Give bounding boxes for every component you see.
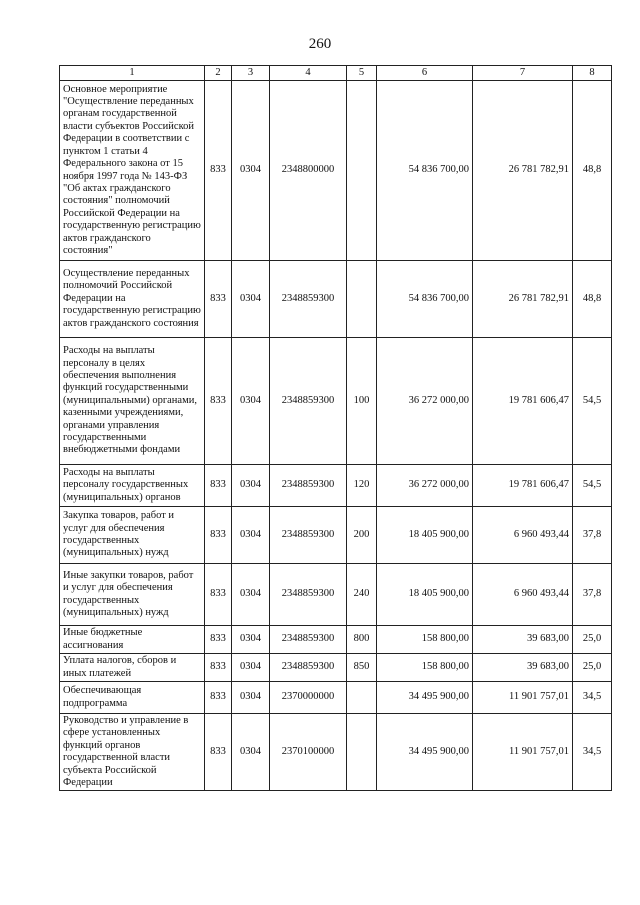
table-row: [60, 626, 612, 654]
plan-amount: 54 836 700,00: [377, 81, 473, 261]
target-code: 2370000000: [270, 682, 347, 714]
plan-amount: 34 495 900,00: [377, 714, 473, 791]
admin-code: 833: [205, 682, 232, 714]
actual-amount: 19 781 606,47: [473, 465, 573, 507]
plan-amount: 34 495 900,00: [377, 682, 473, 714]
admin-code: 833: [205, 507, 232, 564]
execution-percent: 34,5: [573, 714, 612, 791]
admin-code: 833: [205, 465, 232, 507]
actual-amount: 39 683,00: [473, 654, 573, 682]
section-code: 0304: [232, 261, 270, 338]
expense-type-code: 850: [347, 654, 377, 682]
table-row: [60, 507, 612, 564]
plan-amount: 36 272 000,00: [377, 465, 473, 507]
table-row: [60, 261, 612, 338]
target-code: 2370100000: [270, 714, 347, 791]
execution-percent: 48,8: [573, 261, 612, 338]
admin-code: 833: [205, 714, 232, 791]
column-number: 1: [60, 66, 205, 81]
table-row: [60, 564, 612, 626]
expense-type-code: 120: [347, 465, 377, 507]
plan-amount: 18 405 900,00: [377, 507, 473, 564]
plan-amount: 54 836 700,00: [377, 261, 473, 338]
section-code: 0304: [232, 465, 270, 507]
actual-amount: 11 901 757,01: [473, 714, 573, 791]
section-code: 0304: [232, 654, 270, 682]
admin-code: 833: [205, 564, 232, 626]
expense-type-code: 800: [347, 626, 377, 654]
column-number: 7: [473, 66, 573, 81]
actual-amount: 39 683,00: [473, 626, 573, 654]
admin-code: 833: [205, 81, 232, 261]
section-code: 0304: [232, 338, 270, 465]
plan-amount: 36 272 000,00: [377, 338, 473, 465]
column-number: 5: [347, 66, 377, 81]
expense-type-code: 100: [347, 338, 377, 465]
section-code: 0304: [232, 626, 270, 654]
section-code: 0304: [232, 682, 270, 714]
actual-amount: 26 781 782,91: [473, 81, 573, 261]
target-code: 2348800000: [270, 81, 347, 261]
target-code: 2348859300: [270, 507, 347, 564]
admin-code: 833: [205, 338, 232, 465]
execution-percent: 25,0: [573, 626, 612, 654]
row-name: Иные бюджетные ассигнования: [60, 626, 205, 654]
execution-percent: 48,8: [573, 81, 612, 261]
table-row: [60, 654, 612, 682]
column-number: 8: [573, 66, 612, 81]
plan-amount: 158 800,00: [377, 654, 473, 682]
row-name: Расходы на выплаты персоналу в целях обеспечения выполнения функций государственными (муниципальными) органами, казенными учреждениями, органами управления государственными внебюджетными фондами: [60, 338, 205, 465]
expense-type-code: [347, 261, 377, 338]
target-code: 2348859300: [270, 338, 347, 465]
section-code: 0304: [232, 714, 270, 791]
row-name: Иные закупки товаров, работ и услуг для обеспечения государственных (муниципальных) нужд: [60, 564, 205, 626]
section-code: 0304: [232, 81, 270, 261]
budget-execution-table: [59, 65, 612, 791]
admin-code: 833: [205, 654, 232, 682]
actual-amount: 26 781 782,91: [473, 261, 573, 338]
admin-code: 833: [205, 626, 232, 654]
execution-percent: 37,8: [573, 564, 612, 626]
table-row: [60, 682, 612, 714]
expense-type-code: [347, 714, 377, 791]
expense-type-code: [347, 682, 377, 714]
actual-amount: 11 901 757,01: [473, 682, 573, 714]
actual-amount: 6 960 493,44: [473, 507, 573, 564]
row-name: Осуществление переданных полномочий Российской Федерации на государственную регистрацию актов гражданского состояния: [60, 261, 205, 338]
table-row: [60, 338, 612, 465]
execution-percent: 34,5: [573, 682, 612, 714]
section-code: 0304: [232, 507, 270, 564]
execution-percent: 54,5: [573, 338, 612, 465]
actual-amount: 19 781 606,47: [473, 338, 573, 465]
row-name: Расходы на выплаты персоналу государственных (муниципальных) органов: [60, 465, 205, 507]
row-name: Уплата налогов, сборов и иных платежей: [60, 654, 205, 682]
execution-percent: 37,8: [573, 507, 612, 564]
column-number: 3: [232, 66, 270, 81]
row-name: Закупка товаров, работ и услуг для обеспечения государственных (муниципальных) нужд: [60, 507, 205, 564]
row-name: Основное мероприятие "Осуществление переданных органам государственной власти субъектов Российской Федерации в соответствии с пунктом 1 статьи 4 Федерального закона от 15 ноября 1997 года № 143-ФЗ "Об актах гражданского состояния" полномочий Российской Федерации на государственную регистрацию актов гражданского состояния": [60, 81, 205, 261]
expense-type-code: 200: [347, 507, 377, 564]
expense-type-code: 240: [347, 564, 377, 626]
target-code: 2348859300: [270, 564, 347, 626]
execution-percent: 25,0: [573, 654, 612, 682]
row-name: Обеспечивающая подпрограмма: [60, 682, 205, 714]
column-number: 2: [205, 66, 232, 81]
target-code: 2348859300: [270, 465, 347, 507]
target-code: 2348859300: [270, 626, 347, 654]
admin-code: 833: [205, 261, 232, 338]
column-number: 6: [377, 66, 473, 81]
target-code: 2348859300: [270, 654, 347, 682]
expense-type-code: [347, 81, 377, 261]
plan-amount: 18 405 900,00: [377, 564, 473, 626]
execution-percent: 54,5: [573, 465, 612, 507]
plan-amount: 158 800,00: [377, 626, 473, 654]
table-row: [60, 81, 612, 261]
page-number: 260: [308, 36, 332, 52]
actual-amount: 6 960 493,44: [473, 564, 573, 626]
column-number-row: [60, 66, 612, 81]
column-number: 4: [270, 66, 347, 81]
table-row: [60, 714, 612, 791]
row-name: Руководство и управление в сфере установленных функций органов государственной власти субъекта Российской Федерации: [60, 714, 205, 791]
target-code: 2348859300: [270, 261, 347, 338]
table-row: [60, 465, 612, 507]
section-code: 0304: [232, 564, 270, 626]
